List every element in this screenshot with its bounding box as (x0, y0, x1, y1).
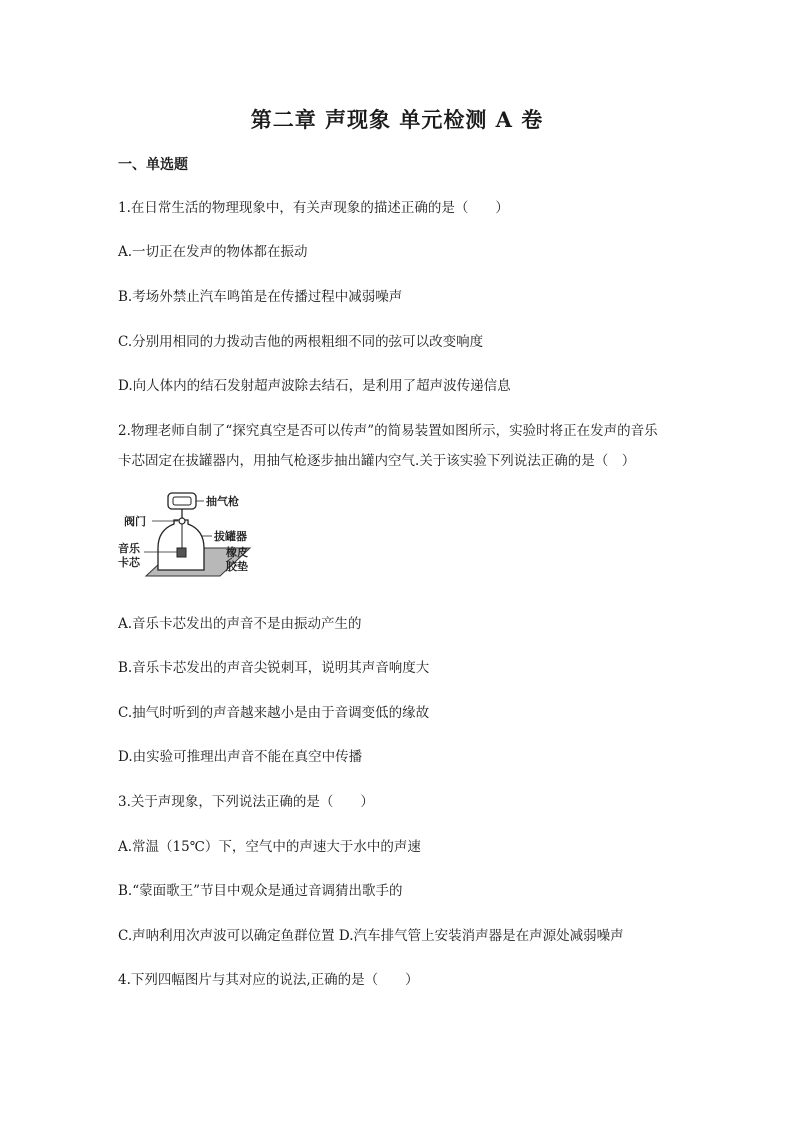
question-2-option-c: C.抽气时听到的声音越来越小是由于音调变低的缘故 (118, 705, 430, 721)
question-1-stem: 1.在日常生活的物理现象中，有关声现象的描述正确的是（ ） (118, 200, 509, 216)
question-2-option-a: A.音乐卡芯发出的声音不是由振动产生的 (118, 616, 362, 632)
section-heading: 一、单选题 (118, 157, 188, 173)
label-pump: 抽气枪 (206, 495, 239, 508)
question-3-option-cd: C.声呐利用次声波可以确定鱼群位置 D.汽车排气管上安装消声器是在声源处减弱噪声 (118, 928, 624, 944)
pump-gun-inner-shape (173, 497, 191, 505)
cupping-jar-shape (158, 520, 204, 570)
question-2-option-d: D.由实验可推理出声音不能在真空中传播 (118, 749, 363, 765)
question-3-option-a: A.常温（15℃）下，空气中的声速大于水中的声速 (118, 839, 421, 855)
question-2-option-b: B.音乐卡芯发出的声音尖锐刺耳，说明其声音响度大 (118, 660, 430, 676)
question-1-option-c: C.分别用相同的力拨动吉他的两根粗细不同的弦可以改变响度 (118, 334, 484, 350)
question-2-stem-line-1: 2.物理老师自制了“探究真空是否可以传声”的简易装置如图所示，实验时将正在发声的音乐 (118, 423, 658, 439)
valve-shape (179, 518, 185, 524)
label-card-1: 音乐 (118, 542, 140, 555)
question-3-stem: 3.关于声现象，下列说法正确的是（ ） (118, 794, 374, 810)
question-4-stem: 4.下列四幅图片与其对应的说法,正确的是（ ） (118, 972, 419, 988)
label-valve: 阀门 (124, 515, 146, 528)
vacuum-experiment-figure (118, 490, 256, 582)
question-3-option-b: B.“蒙面歌王”节目中观众是通过音调猜出歌手的 (118, 883, 403, 899)
question-2-stem-line-2: 卡芯固定在拔罐器内，用抽气枪逐步抽出罐内空气.关于该实验下列说法正确的是（ ） (118, 453, 636, 469)
label-pad-2: 胶垫 (226, 560, 248, 573)
question-1-option-d: D.向人体内的结石发射超声波除去结石，是利用了超声波传递信息 (118, 378, 511, 394)
question-1-option-a: A.一切正在发声的物体都在振动 (118, 244, 308, 260)
question-1-option-b: B.考场外禁止汽车鸣笛是在传播过程中减弱噪声 (118, 289, 403, 305)
music-card-shape (177, 548, 186, 557)
label-pad-1: 橡皮 (226, 546, 248, 559)
label-card-2: 卡芯 (118, 556, 140, 569)
label-cup: 拔罐器 (214, 530, 247, 543)
page-title: 第二章 声现象 单元检测 A 卷 (250, 107, 544, 132)
